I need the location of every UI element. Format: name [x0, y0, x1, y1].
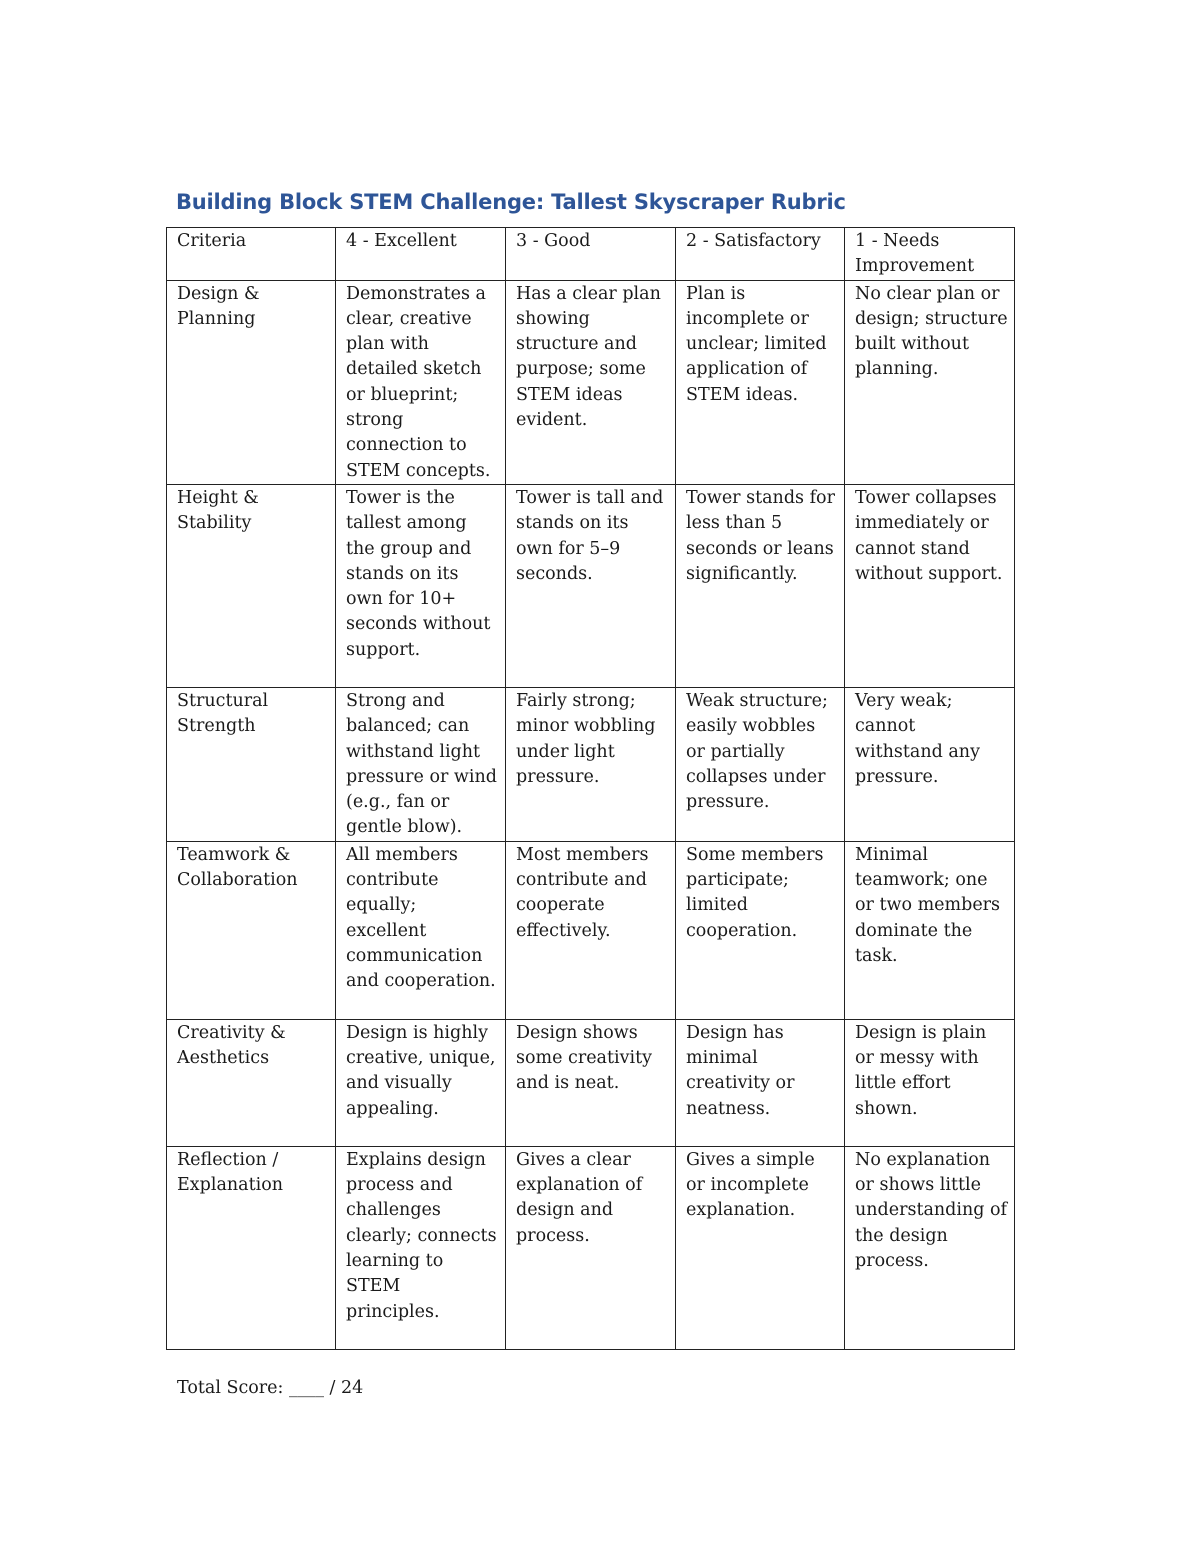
table-row	[167, 687, 1015, 841]
header-needs-improvement: 1 - Needs Improvement	[845, 228, 1015, 281]
needs-improvement-cell: Very weak; cannot withstand any pressure.	[845, 687, 1015, 841]
good-cell: Most members contribute and cooperate effectively.	[506, 841, 676, 1019]
satisfactory-cell: Design has minimal creativity or neatness.	[676, 1019, 845, 1146]
table-row	[167, 1146, 1015, 1349]
excellent-cell: Tower is the tallest among the group and stands on its own for 10+ seconds without support.	[336, 484, 506, 687]
excellent-cell: All members contribute equally; excellent communication and cooperation.	[336, 841, 506, 1019]
excellent-cell: Strong and balanced; can withstand light pressure or wind (e.g., fan or gentle blow).	[336, 687, 506, 841]
good-cell: Fairly strong; minor wobbling under light pressure.	[506, 687, 676, 841]
table-row	[167, 1019, 1015, 1146]
header-good: 3 - Good	[506, 228, 676, 281]
page-title: Building Block STEM Challenge: Tallest Skyscraper Rubric	[176, 190, 846, 214]
needs-improvement-cell: Tower collapses immediately or cannot stand without support.	[845, 484, 1015, 687]
needs-improvement-cell: Design is plain or messy with little effort shown.	[845, 1019, 1015, 1146]
rubric-table	[166, 227, 1015, 1350]
needs-improvement-cell: No clear plan or design; structure built without planning.	[845, 280, 1015, 484]
table-row	[167, 841, 1015, 1019]
excellent-cell: Explains design process and challenges clearly; connects learning to STEM principles.	[336, 1146, 506, 1349]
criteria-cell: Teamwork & Collaboration	[167, 841, 336, 1019]
needs-improvement-cell: Minimal teamwork; one or two members dominate the task.	[845, 841, 1015, 1019]
excellent-cell: Design is highly creative, unique, and visually appealing.	[336, 1019, 506, 1146]
total-score: Total Score: ____ / 24	[177, 1378, 364, 1398]
table-row	[167, 280, 1015, 484]
header-satisfactory: 2 - Satisfactory	[676, 228, 845, 281]
criteria-cell: Design & Planning	[167, 280, 336, 484]
table-row	[167, 484, 1015, 687]
good-cell: Has a clear plan showing structure and purpose; some STEM ideas evident.	[506, 280, 676, 484]
criteria-cell: Creativity & Aesthetics	[167, 1019, 336, 1146]
criteria-cell: Structural Strength	[167, 687, 336, 841]
satisfactory-cell: Gives a simple or incomplete explanation.	[676, 1146, 845, 1349]
satisfactory-cell: Tower stands for less than 5 seconds or leans significantly.	[676, 484, 845, 687]
satisfactory-cell: Weak structure; easily wobbles or partially collapses under pressure.	[676, 687, 845, 841]
header-excellent: 4 - Excellent	[336, 228, 506, 281]
satisfactory-cell: Some members participate; limited cooperation.	[676, 841, 845, 1019]
good-cell: Design shows some creativity and is neat.	[506, 1019, 676, 1146]
good-cell: Gives a clear explanation of design and process.	[506, 1146, 676, 1349]
excellent-cell: Demonstrates a clear, creative plan with detailed sketch or blueprint; strong connection to STEM concepts.	[336, 280, 506, 484]
header-criteria: Criteria	[167, 228, 336, 281]
needs-improvement-cell: No explanation or shows little understanding of the design process.	[845, 1146, 1015, 1349]
good-cell: Tower is tall and stands on its own for 5–9 seconds.	[506, 484, 676, 687]
criteria-cell: Height & Stability	[167, 484, 336, 687]
table-header-row	[167, 228, 1015, 281]
satisfactory-cell: Plan is incomplete or unclear; limited application of STEM ideas.	[676, 280, 845, 484]
criteria-cell: Reflection / Explanation	[167, 1146, 336, 1349]
